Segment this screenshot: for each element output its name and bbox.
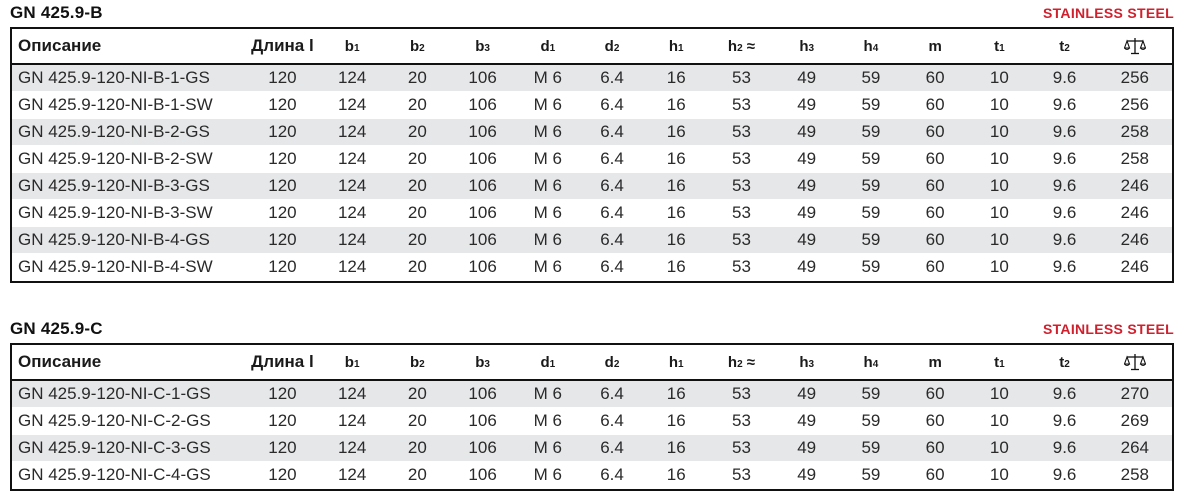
cell-d1: M 6	[516, 146, 580, 173]
cell-h4: 59	[839, 462, 903, 489]
cell-m: 60	[903, 173, 967, 200]
header-b1: b1	[319, 345, 385, 380]
cell-t1: 10	[967, 380, 1031, 408]
header-h1: h1	[644, 29, 708, 64]
cell-h3: 49	[775, 173, 839, 200]
header-length-l: Длина l	[246, 29, 319, 64]
cell-weight: 264	[1098, 435, 1172, 462]
weight-scale-icon	[1124, 37, 1146, 55]
cell-b3: 106	[449, 200, 515, 227]
cell-h4: 59	[839, 92, 903, 119]
cell-t2: 9.6	[1031, 146, 1097, 173]
header-weight	[1098, 29, 1172, 64]
cell-d2: 6.4	[580, 254, 644, 281]
cell-m: 60	[903, 408, 967, 435]
cell-d2: 6.4	[580, 408, 644, 435]
cell-h4: 59	[839, 200, 903, 227]
cell-m: 60	[903, 227, 967, 254]
cell-t1: 10	[967, 173, 1031, 200]
cell-d1: M 6	[516, 408, 580, 435]
cell-b2: 20	[385, 227, 449, 254]
cell-b3: 106	[449, 64, 515, 92]
cell-h2: 53	[708, 227, 774, 254]
cell-d2: 6.4	[580, 173, 644, 200]
cell-b2: 20	[385, 435, 449, 462]
cell-h1: 16	[644, 380, 708, 408]
cell-weight: 246	[1098, 254, 1172, 281]
header-b2: b2	[385, 29, 449, 64]
table-row	[12, 173, 1172, 200]
header-t2: t2	[1031, 345, 1097, 380]
cell-t2: 9.6	[1031, 173, 1097, 200]
header-h2: h2 ≈	[708, 29, 774, 64]
cell-h4: 59	[839, 146, 903, 173]
cell-t2: 9.6	[1031, 254, 1097, 281]
cell-length-l: 120	[246, 462, 319, 489]
table-row	[12, 408, 1172, 435]
header-d1: d1	[516, 29, 580, 64]
cell-description: GN 425.9-120-NI-B-1-GS	[12, 64, 246, 92]
cell-h2: 53	[708, 64, 774, 92]
header-b1: b1	[319, 29, 385, 64]
header-h3: h3	[775, 29, 839, 64]
cell-length-l: 120	[246, 200, 319, 227]
cell-t2: 9.6	[1031, 227, 1097, 254]
cell-weight: 246	[1098, 227, 1172, 254]
cell-b3: 106	[449, 462, 515, 489]
cell-description: GN 425.9-120-NI-C-1-GS	[12, 380, 246, 408]
cell-h2: 53	[708, 254, 774, 281]
header-h1: h1	[644, 345, 708, 380]
cell-t2: 9.6	[1031, 380, 1097, 408]
cell-m: 60	[903, 200, 967, 227]
cell-d2: 6.4	[580, 435, 644, 462]
cell-weight: 269	[1098, 408, 1172, 435]
cell-b1: 124	[319, 462, 385, 489]
cell-description: GN 425.9-120-NI-C-2-GS	[12, 408, 246, 435]
header-m: m	[903, 29, 967, 64]
cell-h3: 49	[775, 227, 839, 254]
cell-h3: 49	[775, 462, 839, 489]
section-title-row	[0, 319, 1186, 339]
cell-weight: 256	[1098, 92, 1172, 119]
cell-description: GN 425.9-120-NI-B-2-SW	[12, 146, 246, 173]
header-m: m	[903, 345, 967, 380]
cell-h2: 53	[708, 408, 774, 435]
header-d1: d1	[516, 345, 580, 380]
cell-d2: 6.4	[580, 92, 644, 119]
cell-description: GN 425.9-120-NI-B-3-SW	[12, 200, 246, 227]
cell-b2: 20	[385, 200, 449, 227]
cell-b1: 124	[319, 200, 385, 227]
cell-weight: 258	[1098, 119, 1172, 146]
cell-b1: 124	[319, 119, 385, 146]
table-row	[12, 435, 1172, 462]
cell-m: 60	[903, 380, 967, 408]
cell-weight: 246	[1098, 200, 1172, 227]
header-d2: d2	[580, 345, 644, 380]
cell-t2: 9.6	[1031, 462, 1097, 489]
cell-t1: 10	[967, 254, 1031, 281]
cell-t1: 10	[967, 462, 1031, 489]
cell-d2: 6.4	[580, 200, 644, 227]
cell-t2: 9.6	[1031, 200, 1097, 227]
table-row	[12, 92, 1172, 119]
cell-h1: 16	[644, 227, 708, 254]
cell-h1: 16	[644, 92, 708, 119]
header-h4: h4	[839, 29, 903, 64]
cell-b1: 124	[319, 146, 385, 173]
cell-t2: 9.6	[1031, 119, 1097, 146]
cell-d2: 6.4	[580, 380, 644, 408]
cell-t1: 10	[967, 227, 1031, 254]
cell-b3: 106	[449, 146, 515, 173]
cell-m: 60	[903, 92, 967, 119]
cell-h4: 59	[839, 435, 903, 462]
dimensions-table	[10, 343, 1174, 491]
cell-b3: 106	[449, 92, 515, 119]
cell-b3: 106	[449, 380, 515, 408]
header-b3: b3	[449, 345, 515, 380]
cell-b2: 20	[385, 92, 449, 119]
cell-d2: 6.4	[580, 462, 644, 489]
cell-b3: 106	[449, 227, 515, 254]
cell-d1: M 6	[516, 200, 580, 227]
header-description: Описание	[12, 345, 246, 380]
cell-description: GN 425.9-120-NI-C-3-GS	[12, 435, 246, 462]
cell-d2: 6.4	[580, 64, 644, 92]
cell-b1: 124	[319, 254, 385, 281]
cell-b2: 20	[385, 173, 449, 200]
table-row	[12, 146, 1172, 173]
cell-length-l: 120	[246, 408, 319, 435]
cell-weight: 270	[1098, 380, 1172, 408]
cell-b1: 124	[319, 92, 385, 119]
cell-d1: M 6	[516, 92, 580, 119]
cell-b3: 106	[449, 173, 515, 200]
cell-m: 60	[903, 254, 967, 281]
cell-h3: 49	[775, 92, 839, 119]
cell-h2: 53	[708, 173, 774, 200]
cell-t2: 9.6	[1031, 64, 1097, 92]
cell-length-l: 120	[246, 380, 319, 408]
cell-h3: 49	[775, 146, 839, 173]
cell-h3: 49	[775, 408, 839, 435]
cell-t1: 10	[967, 146, 1031, 173]
material-label: STAINLESS STEEL	[1042, 321, 1174, 337]
cell-b2: 20	[385, 64, 449, 92]
section-title: GN 425.9-C	[10, 319, 103, 338]
cell-t1: 10	[967, 92, 1031, 119]
cell-h3: 49	[775, 200, 839, 227]
cell-t2: 9.6	[1031, 435, 1097, 462]
cell-m: 60	[903, 435, 967, 462]
cell-t1: 10	[967, 64, 1031, 92]
header-h4: h4	[839, 345, 903, 380]
cell-d1: M 6	[516, 119, 580, 146]
cell-h1: 16	[644, 200, 708, 227]
section-title: GN 425.9-B	[10, 3, 103, 22]
cell-m: 60	[903, 64, 967, 92]
cell-h2: 53	[708, 200, 774, 227]
cell-length-l: 120	[246, 64, 319, 92]
cell-h3: 49	[775, 254, 839, 281]
cell-h2: 53	[708, 119, 774, 146]
cell-h3: 49	[775, 64, 839, 92]
cell-length-l: 120	[246, 254, 319, 281]
header-t1: t1	[967, 29, 1031, 64]
cell-b2: 20	[385, 146, 449, 173]
cell-d1: M 6	[516, 173, 580, 200]
cell-description: GN 425.9-120-NI-B-4-SW	[12, 254, 246, 281]
cell-description: GN 425.9-120-NI-B-1-SW	[12, 92, 246, 119]
cell-d2: 6.4	[580, 146, 644, 173]
cell-m: 60	[903, 119, 967, 146]
cell-t1: 10	[967, 408, 1031, 435]
cell-h1: 16	[644, 64, 708, 92]
cell-b3: 106	[449, 119, 515, 146]
dimensions-table	[10, 27, 1174, 283]
cell-b2: 20	[385, 462, 449, 489]
cell-b1: 124	[319, 380, 385, 408]
table-row	[12, 64, 1172, 92]
cell-h1: 16	[644, 408, 708, 435]
cell-h1: 16	[644, 435, 708, 462]
table-row	[12, 380, 1172, 408]
cell-h1: 16	[644, 254, 708, 281]
cell-weight: 258	[1098, 462, 1172, 489]
cell-d2: 6.4	[580, 227, 644, 254]
cell-d2: 6.4	[580, 119, 644, 146]
cell-weight: 256	[1098, 64, 1172, 92]
cell-t2: 9.6	[1031, 408, 1097, 435]
cell-d1: M 6	[516, 462, 580, 489]
cell-b2: 20	[385, 408, 449, 435]
header-b2: b2	[385, 345, 449, 380]
table-row	[12, 462, 1172, 489]
cell-t1: 10	[967, 119, 1031, 146]
header-description: Описание	[12, 29, 246, 64]
cell-description: GN 425.9-120-NI-B-4-GS	[12, 227, 246, 254]
cell-b1: 124	[319, 408, 385, 435]
table-header-row	[12, 29, 1172, 64]
cell-description: GN 425.9-120-NI-B-2-GS	[12, 119, 246, 146]
table-row	[12, 200, 1172, 227]
cell-d1: M 6	[516, 380, 580, 408]
weight-scale-icon	[1124, 353, 1146, 371]
cell-h4: 59	[839, 227, 903, 254]
cell-h4: 59	[839, 119, 903, 146]
table-header-row	[12, 345, 1172, 380]
cell-d1: M 6	[516, 227, 580, 254]
cell-h2: 53	[708, 435, 774, 462]
cell-h4: 59	[839, 380, 903, 408]
cell-h2: 53	[708, 92, 774, 119]
cell-t1: 10	[967, 435, 1031, 462]
cell-h4: 59	[839, 254, 903, 281]
cell-h1: 16	[644, 119, 708, 146]
cell-h1: 16	[644, 173, 708, 200]
cell-h2: 53	[708, 462, 774, 489]
section-title-row	[0, 3, 1186, 23]
header-d2: d2	[580, 29, 644, 64]
cell-b3: 106	[449, 435, 515, 462]
cell-b1: 124	[319, 227, 385, 254]
table-row	[12, 254, 1172, 281]
cell-b1: 124	[319, 173, 385, 200]
header-t2: t2	[1031, 29, 1097, 64]
table-row	[12, 119, 1172, 146]
cell-h1: 16	[644, 146, 708, 173]
cell-d1: M 6	[516, 64, 580, 92]
header-t1: t1	[967, 345, 1031, 380]
cell-h2: 53	[708, 146, 774, 173]
cell-h2: 53	[708, 380, 774, 408]
material-label: STAINLESS STEEL	[1042, 5, 1174, 21]
cell-h4: 59	[839, 173, 903, 200]
cell-h1: 16	[644, 462, 708, 489]
header-h3: h3	[775, 345, 839, 380]
cell-d1: M 6	[516, 435, 580, 462]
cell-weight: 246	[1098, 173, 1172, 200]
header-weight	[1098, 345, 1172, 380]
cell-m: 60	[903, 462, 967, 489]
cell-b2: 20	[385, 254, 449, 281]
cell-b2: 20	[385, 380, 449, 408]
cell-b1: 124	[319, 435, 385, 462]
cell-length-l: 120	[246, 92, 319, 119]
cell-length-l: 120	[246, 173, 319, 200]
cell-length-l: 120	[246, 227, 319, 254]
cell-description: GN 425.9-120-NI-B-3-GS	[12, 173, 246, 200]
cell-b1: 124	[319, 64, 385, 92]
cell-h3: 49	[775, 435, 839, 462]
cell-h4: 59	[839, 64, 903, 92]
cell-h3: 49	[775, 380, 839, 408]
cell-h3: 49	[775, 119, 839, 146]
cell-m: 60	[903, 146, 967, 173]
header-b3: b3	[449, 29, 515, 64]
cell-length-l: 120	[246, 146, 319, 173]
cell-t2: 9.6	[1031, 92, 1097, 119]
cell-length-l: 120	[246, 119, 319, 146]
cell-t1: 10	[967, 200, 1031, 227]
table-row	[12, 227, 1172, 254]
cell-weight: 258	[1098, 146, 1172, 173]
header-length-l: Длина l	[246, 345, 319, 380]
cell-length-l: 120	[246, 435, 319, 462]
cell-description: GN 425.9-120-NI-C-4-GS	[12, 462, 246, 489]
cell-b3: 106	[449, 408, 515, 435]
cell-h4: 59	[839, 408, 903, 435]
cell-b3: 106	[449, 254, 515, 281]
cell-b2: 20	[385, 119, 449, 146]
cell-d1: M 6	[516, 254, 580, 281]
header-h2: h2 ≈	[708, 345, 774, 380]
